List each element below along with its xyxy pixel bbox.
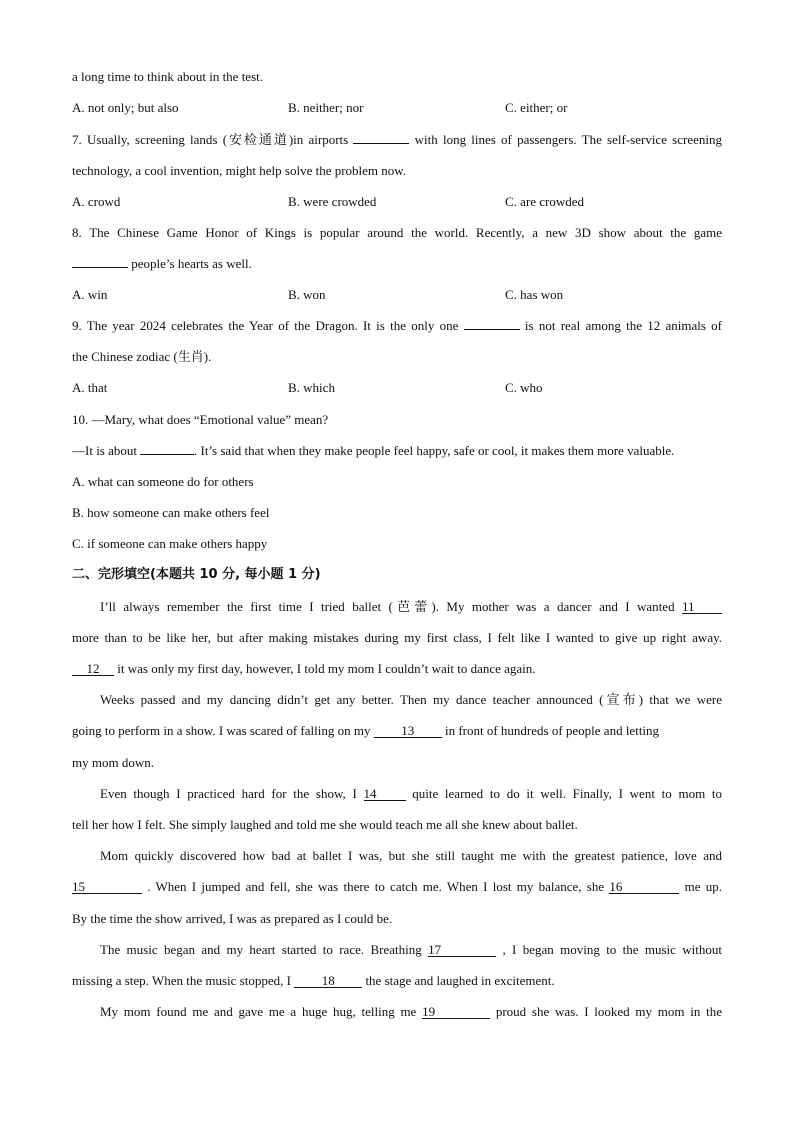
- q7-stem-pre: 7. Usually, screening lands (安检通道)in airports: [72, 132, 349, 147]
- passage-p2-line2: [72, 723, 722, 739]
- passage-p1-line3: [72, 661, 722, 677]
- passage-p1-line1: [72, 599, 722, 615]
- passage-p3-line2: tell her how I felt. She simply laughed and told me she would teach me all she knew about ballet.: [72, 817, 578, 832]
- blank-14: 14: [364, 787, 406, 801]
- p2-text-a: going to perform in a show. I was scared of falling on my: [72, 723, 371, 738]
- q8-stem-post: people’s hearts as well.: [131, 256, 252, 271]
- blank-18: 18: [294, 974, 362, 988]
- passage-p4-line1: Mom quickly discovered how bad at ballet I was, but she still taught me with the greatest patience, love and: [100, 848, 722, 863]
- q6-option-a: A. not only; but also: [72, 100, 179, 115]
- p4-text-b: me up.: [684, 879, 723, 894]
- p6-text-a: My mom found me and gave me a huge hug, telling me: [100, 1004, 417, 1019]
- p5-text-a: The music began and my heart started to race. Breathing: [100, 942, 422, 957]
- q8-option-c: C. has won: [505, 287, 564, 302]
- q10-option-c: C. if someone can make others happy: [72, 536, 268, 551]
- passage-p6-line1: [72, 1004, 722, 1020]
- p5-text-c: missing a step. When the music stopped, I: [72, 973, 291, 988]
- q9-stem-line2: the Chinese zodiac (生肖).: [72, 349, 212, 364]
- p5-text-d: the stage and laughed in excitement.: [365, 973, 555, 988]
- p2-text-b: in front of hundreds of people and letting: [444, 723, 660, 738]
- p6-text-b: proud she was. I looked my mom in the: [495, 1004, 722, 1019]
- q7-option-c: C. are crowded: [505, 194, 585, 209]
- q6-option-b: B. neither; nor: [288, 100, 364, 115]
- q8-blank: [72, 267, 128, 268]
- q9-stem: [72, 318, 722, 334]
- q9-blank: [464, 329, 520, 330]
- p5-text-b: , I began moving to the music without: [502, 942, 723, 957]
- q10-option-a: A. what can someone do for others: [72, 474, 254, 489]
- passage-p4-line2: [72, 879, 722, 895]
- blank-19: 19: [422, 1005, 490, 1019]
- passage-p5-line2: [72, 973, 722, 989]
- q10-stem-line2: [72, 443, 722, 459]
- blank-12: 12: [72, 662, 114, 676]
- q9-option-c: C. who: [505, 380, 543, 395]
- q7-blank: [353, 143, 409, 144]
- p1-text-b: it was only my first day, however, I told my mom I couldn’t wait to dance again.: [117, 661, 536, 676]
- passage-p2-line3: my mom down.: [72, 755, 154, 770]
- q6-continuation: a long time to think about in the test.: [72, 69, 264, 84]
- q7-option-a: A. crowd: [72, 194, 121, 209]
- q8-option-b: B. won: [288, 287, 326, 302]
- q7-stem: [72, 132, 722, 148]
- blank-13: 13: [374, 724, 442, 738]
- q6-options: [72, 100, 722, 116]
- q7-stem-post: with long lines of passengers. The self-service screening: [414, 132, 722, 147]
- q7-option-b: B. were crowded: [288, 194, 377, 209]
- p1-text-a: I’ll always remember the first time I tried ballet (芭蕾). My mother was a dancer and I wanted: [100, 599, 675, 614]
- passage-p5-line1: [72, 942, 722, 958]
- q9-option-a: A. that: [72, 380, 108, 395]
- p3-text-a: Even though I practiced hard for the show, I: [100, 786, 357, 801]
- q9-stem-post: is not real among the 12 animals of: [524, 318, 723, 333]
- passage-p2-line1: Weeks passed and my dancing didn’t get any better. Then my dance teacher announced (宣布) that we were: [100, 692, 722, 707]
- p3-text-b: quite learned to do it well. Finally, I went to mom to: [412, 786, 723, 801]
- q10-stem-pre: —It is about: [72, 443, 137, 458]
- q7-options: [72, 194, 722, 210]
- section-title: 二、完形填空(本题共 10 分, 每小题 1 分): [72, 567, 321, 582]
- q10-option-b: B. how someone can make others feel: [72, 505, 270, 520]
- q10-blank: [140, 454, 194, 455]
- q10-stem: 10. —Mary, what does “Emotional value” mean?: [72, 412, 329, 427]
- blank-15: 15: [72, 880, 142, 894]
- passage-p3-line1: [72, 786, 722, 802]
- passage-p4-line3: By the time the show arrived, I was as prepared as I could be.: [72, 911, 393, 926]
- p4-text-a: . When I jumped and fell, she was there to catch me. When I lost my balance, she: [147, 879, 605, 894]
- q9-options: [72, 380, 722, 396]
- q6-option-c: C. either; or: [505, 100, 568, 115]
- q7-stem-line2: technology, a cool invention, might help solve the problem now.: [72, 163, 407, 178]
- blank-11: 11: [682, 600, 722, 614]
- q9-option-b: B. which: [288, 380, 335, 395]
- q8-stem-line2: [72, 256, 722, 272]
- q8-options: [72, 287, 722, 303]
- q10-stem-post: . It’s said that when they make people feel happy, safe or cool, it makes them more valuable.: [194, 443, 675, 458]
- q8-option-a: A. win: [72, 287, 108, 302]
- blank-16: 16: [609, 880, 679, 894]
- blank-17: 17: [428, 943, 496, 957]
- q9-stem-pre: 9. The year 2024 celebrates the Year of the Dragon. It is the only one: [72, 318, 459, 333]
- passage-p1-line2: more than to be like her, but after making mistakes during my first class, I felt like I wanted to give up right away.: [72, 630, 722, 645]
- q8-stem: 8. The Chinese Game Honor of Kings is popular around the world. Recently, a new 3D show about the game: [72, 225, 722, 240]
